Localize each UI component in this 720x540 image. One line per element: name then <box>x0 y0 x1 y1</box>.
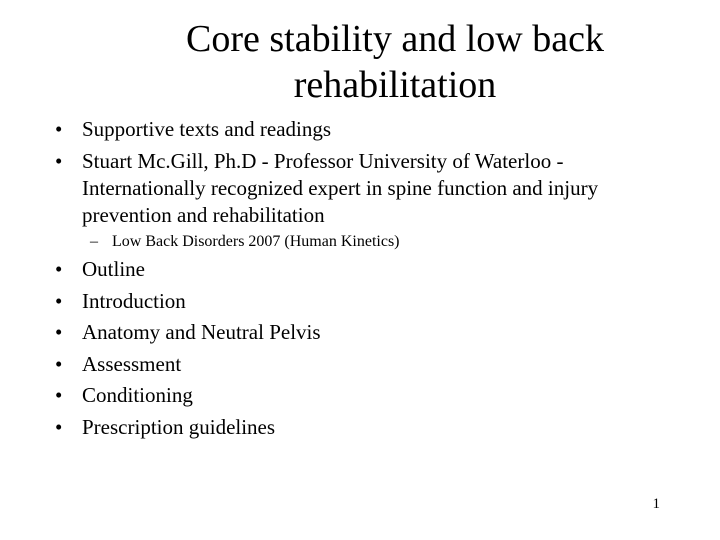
page-number: 1 <box>652 496 660 512</box>
dash-icon: – <box>90 233 98 250</box>
bullet-icon: • <box>55 383 63 408</box>
list-item <box>55 382 685 409</box>
list-item <box>55 148 685 229</box>
list-item-text: Stuart Mc.Gill, Ph.D - Professor University of Waterloo - Internationally recognized expert in spine function and injury prevention and rehabilitation <box>82 149 599 227</box>
list-item <box>55 319 685 346</box>
sub-bullet <box>90 231 400 253</box>
slide-title-line-2: rehabilitation <box>293 64 497 106</box>
bullet-icon: • <box>55 351 63 376</box>
slide-title <box>0 16 720 108</box>
outline-bullet-list <box>55 256 685 446</box>
list-item <box>55 116 685 143</box>
bullet-icon: • <box>55 257 63 281</box>
list-item-text: Assessment <box>82 351 182 376</box>
bullet-icon: • <box>55 414 63 439</box>
bullet-icon: • <box>55 117 63 141</box>
list-item <box>55 256 685 283</box>
list-item <box>55 288 685 315</box>
list-item-text: Prescription guidelines <box>82 414 276 439</box>
supporting-bullet-list <box>55 116 685 234</box>
bullet-icon: • <box>55 320 63 345</box>
list-item <box>55 414 685 441</box>
slide-title-line-1: Core stability and low back <box>186 18 604 60</box>
bullet-icon: • <box>55 288 63 313</box>
list-item-text: Conditioning <box>82 383 193 408</box>
list-item <box>55 351 685 378</box>
bullet-icon: • <box>55 149 63 173</box>
list-item-text: Introduction <box>82 288 186 313</box>
list-item-text: Anatomy and Neutral Pelvis <box>82 320 321 345</box>
list-item-text: Outline <box>82 257 145 281</box>
sub-bullet-text: Low Back Disorders 2007 (Human Kinetics) <box>112 233 400 250</box>
list-item-text: Supportive texts and readings <box>82 117 332 141</box>
